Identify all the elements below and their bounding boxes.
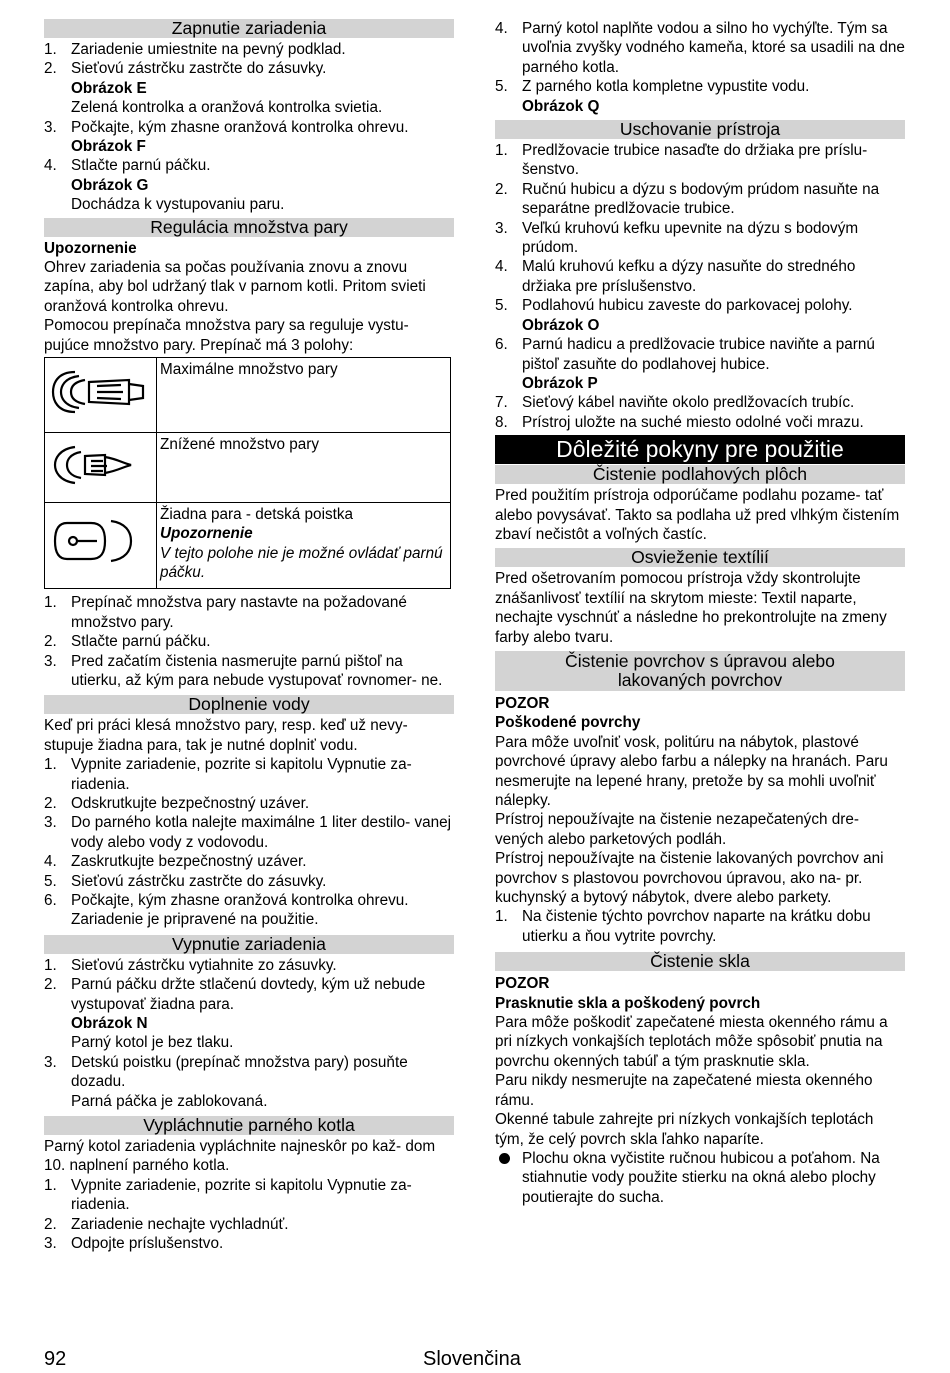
- step-note: Parný kotol je bez tlaku.: [71, 1034, 234, 1052]
- list-item: 2. Odskrutkujte bezpečnostný uzáver.: [44, 794, 310, 812]
- list-item: 3. Odpojte príslušenstvo.: [44, 1235, 224, 1253]
- language-label: Slovenčina: [423, 1348, 521, 1370]
- heading-floor-cleaning: Čistenie podlahových plôch: [495, 465, 905, 484]
- bullet-icon: [499, 1153, 510, 1164]
- list-item: 6. Parnú hadicu a predlžovacie trubice naviňte a parnú pištoľ zasuňte do podlahovej hubice.: [495, 336, 875, 373]
- heading-storage: Uschovanie prístroja: [495, 120, 905, 139]
- child-lock-icon: [45, 502, 157, 588]
- paragraph: Pred použitím prístroja odporúčame podlahu pozame- tať alebo povysávať. Takto sa podlaha už pred vlhkým čistením zbaví nečistôt a voľných častíc.: [495, 487, 900, 543]
- table-cell: Maximálne množstvo pary: [157, 358, 451, 432]
- list-item: 4. Malú kruhovú kefku a dýzy nasuňte do stredného držiaka pre príslušenstvo.: [495, 258, 856, 295]
- table-row: [45, 358, 451, 432]
- list-item: 2. Sieťovú zástrčku zastrčte do zásuvky.: [44, 60, 327, 78]
- list-item: 4. Zaskrutkujte bezpečnostný uzáver.: [44, 853, 307, 871]
- figure-ref: Obrázok P: [522, 374, 598, 392]
- list-item: 1. Predlžovacie trubice nasaďte do držiaka pre príslu- šenstvo.: [495, 142, 868, 179]
- figure-ref: Obrázok Q: [522, 97, 600, 115]
- heading-switch-on: Zapnutie zariadenia: [44, 19, 454, 38]
- warning-subtitle: Prasknutie skla a poškodený povrch: [495, 994, 761, 1012]
- list-item: 2. Stlačte parnú páčku.: [44, 633, 211, 651]
- list-item: 2. Parnú páčku držte stlačenú dovtedy, kým už nebude vystupovať žiadna para.: [44, 976, 426, 1013]
- list-item: 8. Prístroj uložte na suché miesto odolné voči mrazu.: [495, 413, 864, 431]
- list-item: 1. Zariadenie umiestnite na pevný podklad.: [44, 41, 346, 58]
- list-item: 7. Sieťový kábel naviňte okolo predlžovacích trubíc.: [495, 394, 855, 412]
- warning-label: POZOR: [495, 694, 550, 712]
- steam-reduced-icon: [45, 432, 157, 502]
- paragraph: Para môže uvoľniť vosk, politúru na nábytok, plastové povrchové úpravy alebo farbu a nálepky na hranách. Paru nesmerujte na lepené hrany, pretože by sa mohli uvoľniť nálepky.: [495, 733, 888, 809]
- right-column: [495, 19, 905, 1207]
- page-number: 92: [44, 1348, 67, 1370]
- list-item: 2. Ručnú hubicu a dýzu s bodovým prúdom nasuňte na separátne predlžovacie trubice.: [495, 180, 880, 218]
- paragraph: Ohrev zariadenia sa počas používania znovu a znovu zapína, aby bol udržaný tlak v parnom kotli. Pritom svieti oranžová kontrolka ohrevu.: [44, 259, 426, 315]
- table-row: [45, 432, 451, 502]
- note-text: V tejto polohe nie je možné ovládať parnú páčku.: [160, 544, 443, 582]
- heading-switch-off: Vypnutie zariadenia: [44, 935, 454, 954]
- list-item: 3. Počkajte, kým zhasne oranžová kontrolka ohrevu.: [44, 118, 409, 136]
- note-label: Upozornenie: [44, 239, 137, 257]
- paragraph: Para môže poškodiť zapečatené miesta okenného rámu a pri nízkych vonkajších teplotách môže spôsobiť pnutia na povrchu okenných tabúľ a tým prasknutie skla.: [495, 1014, 888, 1070]
- table-cell: [157, 502, 451, 588]
- list-item: 1. Vypnite zariadenie, pozrite si kapitolu Vypnutie za- riadenia.: [44, 1176, 412, 1214]
- heading-steam-regulation: Regulácia množstva pary: [44, 218, 454, 237]
- list-item: 3. Pred začatím čistenia nasmerujte parnú pištoľ na utierku, až kým para nebude vystupovať rovnomer- ne.: [44, 652, 443, 689]
- paragraph: Pomocou prepínača množstva pary sa reguluje vystu- pujúce množstvo pary. Prepínač má 3 polohy:: [44, 317, 409, 354]
- figure-ref: Obrázok F: [71, 138, 146, 156]
- heading-water-refill: Doplnenie vody: [44, 695, 454, 714]
- heading-textile-refresh: Osvieženie textílií: [495, 548, 905, 567]
- paragraph: Paru nikdy nesmerujte na zapečatené miesta okenného rámu.: [495, 1072, 873, 1109]
- heading-boiler-rinse: Vypláchnutie parného kotla: [44, 1116, 454, 1135]
- heading-coated-surfaces: Čistenie povrchov s úpravou alebo lakovaných povrchov: [495, 651, 905, 691]
- step-note: Zariadenie je pripravené na použitie.: [71, 911, 319, 929]
- steam-settings-table: [44, 357, 451, 589]
- list-item: 3. Veľkú kruhovú kefku upevnite na dýzu s bodovým prúdom.: [495, 219, 859, 257]
- list-item: 1. Prepínač množstva pary nastavte na požadované množstvo pary.: [44, 594, 407, 631]
- list-item: 3. Do parného kotla nalejte maximálne 1 liter destilo- vanej vody alebo vody z vodovodu.: [44, 814, 452, 851]
- figure-ref: Obrázok E: [71, 79, 147, 97]
- step-note: Dochádza k vystupovaniu paru.: [71, 196, 285, 214]
- figure-ref: Obrázok N: [71, 1015, 148, 1033]
- warning-label: POZOR: [495, 975, 550, 993]
- paragraph: Parný kotol zariadenia vypláchnite najneskôr po kaž- dom 10. naplnení parného kotla.: [44, 1138, 436, 1175]
- figure-ref: Obrázok G: [71, 176, 149, 194]
- list-item: 6. Počkajte, kým zhasne oranžová kontrolka ohrevu.: [44, 892, 409, 909]
- table-row: [45, 502, 451, 588]
- list-item: 5. Sieťovú zástrčku zastrčte do zásuvky.: [44, 872, 327, 890]
- step-note: Parná páčka je zablokovaná.: [71, 1092, 268, 1110]
- paragraph: Prístroj nepoužívajte na čistenie nezapečatených dre- vených alebo parketových podláh.: [495, 811, 859, 848]
- table-cell: Znížené množstvo pary: [157, 432, 451, 502]
- heading-glass-cleaning: Čistenie skla: [495, 952, 905, 971]
- major-heading: Dôležité pokyny pre použitie: [495, 435, 905, 464]
- list-item: 5. Z parného kotla kompletne vypustite vodu.: [495, 78, 810, 96]
- paragraph: Keď pri práci klesá množstvo pary, resp. keď už nevy- stupuje žiadna para, tak je nutné doplniť vodu.: [44, 717, 408, 754]
- list-item: 4. Stlačte parnú páčku.: [44, 157, 211, 175]
- list-item: 4. Parný kotol naplňte vodou a silno ho vychýľte. Tým sa uvoľnia zvyšky vodného kameňa, ktoré sa usadili na dne parného kotla.: [495, 20, 905, 76]
- list-item: 2. Zariadenie nechajte vychladnúť.: [44, 1215, 289, 1233]
- child-lock-label: Žiadna para - detská poistka: [160, 505, 354, 523]
- bullet-item: Plochu okna vyčistite ručnou hubicou a poťahom. Na stiahnutie vody použite stierku na okná alebo plochy poutierajte do sucha.: [495, 1149, 905, 1207]
- paragraph: Okenné tabule zahrejte pri nízkych vonkajších teplotách tým, že celý povrch skla ľahko naparíte.: [495, 1111, 874, 1148]
- list-item: 1. Vypnite zariadenie, pozrite si kapitolu Vypnutie za- riadenia.: [44, 756, 412, 793]
- figure-ref: Obrázok O: [522, 316, 600, 334]
- warning-subtitle: Poškodené povrchy: [495, 714, 641, 732]
- list-item: 1. Na čistenie týchto povrchov naparte na krátku dobu utierku a ňou vytrite povrchy.: [495, 908, 871, 945]
- left-column: [44, 19, 454, 1254]
- paragraph: Pred ošetrovaním pomocou prístroja vždy skontrolujte znášanlivosť textílií na skrytom mieste: Textil naparte, nechajte vyschnúť a následne ho prekontrolujte na zmeny farby alebo tvaru.: [495, 570, 887, 646]
- note-label: Upozornenie: [160, 525, 253, 543]
- step-note: Zelená kontrolka a oranžová kontrolka svietia.: [71, 99, 383, 117]
- paragraph: Prístroj nepoužívajte na čistenie lakovaných povrchov ani povrchov s plastovou povrchovou úpravou, ako na- pr. kuchynský a bytový nábytok, dvere alebo parkety.: [495, 850, 884, 907]
- list-item: 5. Podlahovú hubicu zaveste do parkovacej polohy.: [495, 297, 853, 315]
- steam-max-icon: [45, 358, 157, 432]
- list-item: 3. Detskú poistku (prepínač množstva pary) posuňte dozadu.: [44, 1053, 408, 1091]
- list-item: 1. Sieťovú zástrčku vytiahnite zo zásuvky.: [44, 956, 337, 974]
